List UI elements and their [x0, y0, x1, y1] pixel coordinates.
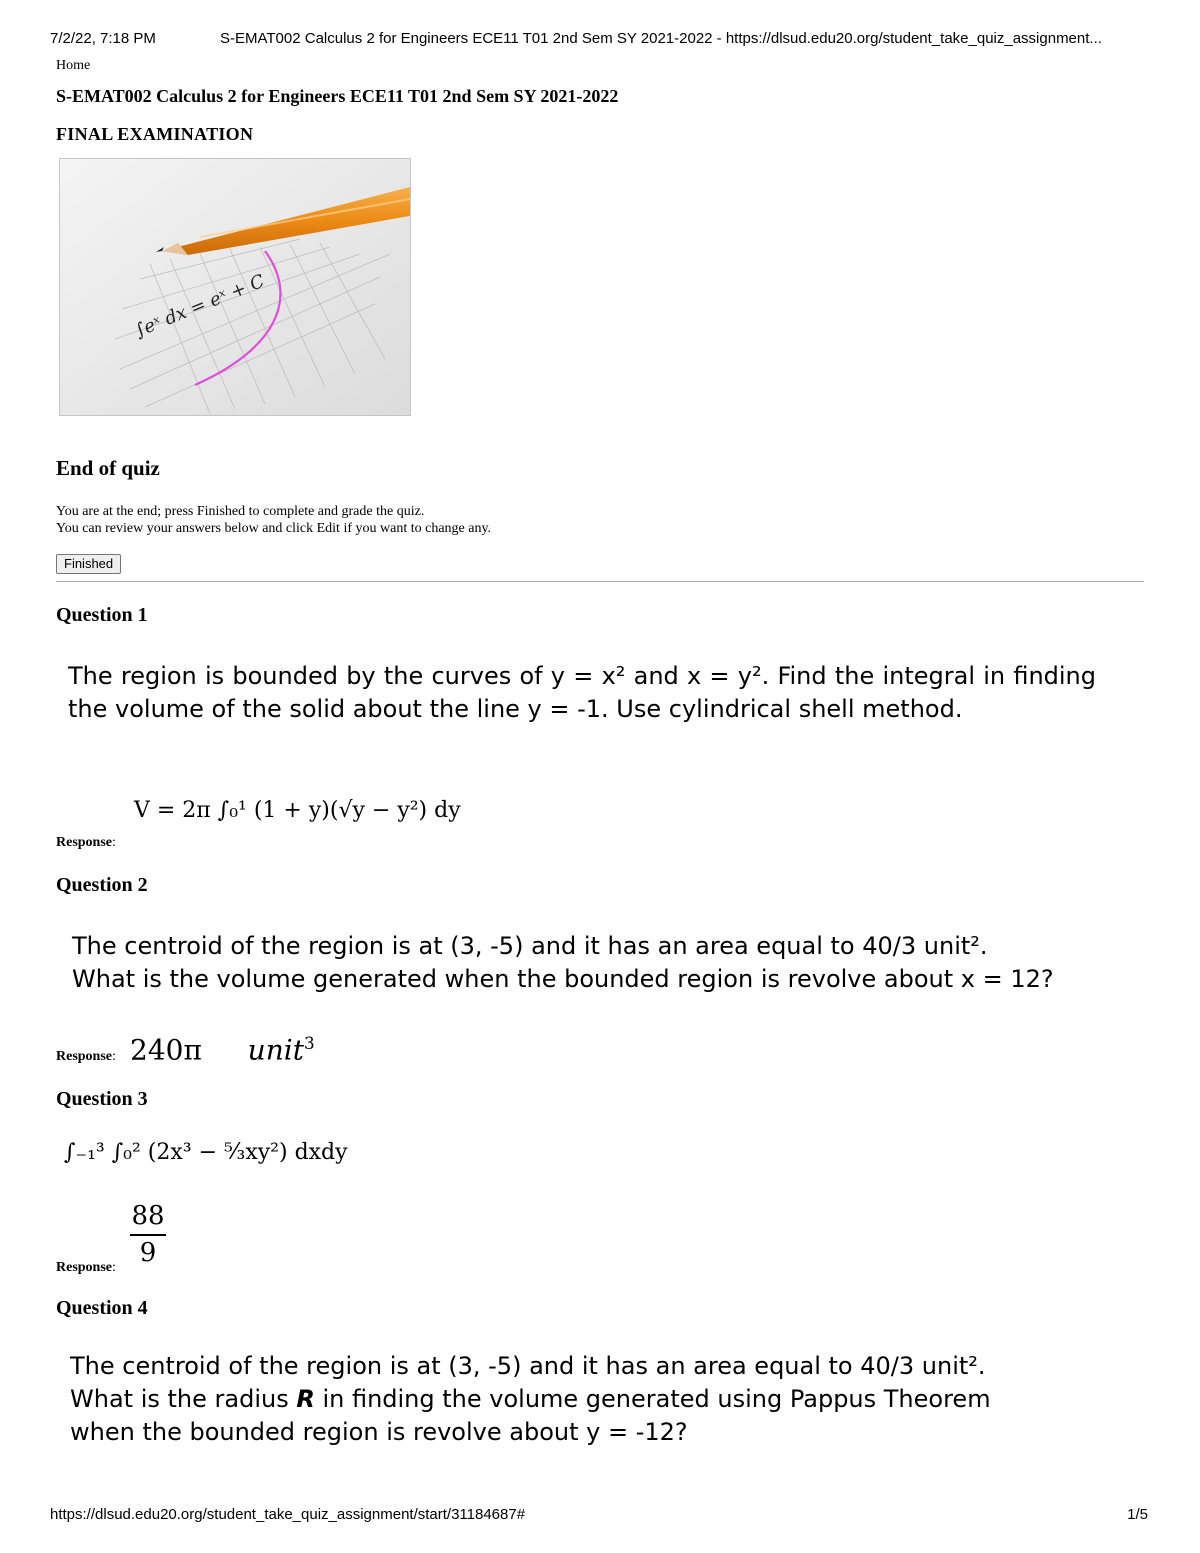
radius-symbol: R [296, 1385, 315, 1413]
divider [56, 581, 1144, 582]
print-page-number: 1/5 [1127, 1506, 1148, 1523]
exam-title: FINAL EXAMINATION [56, 124, 254, 144]
question-1-heading: Question 1 [56, 604, 148, 626]
pencil-calculus-banner-icon [60, 159, 410, 415]
question-4-text-line-2: What is the radius R in finding the volume generated using Pappus Theorem [70, 1385, 991, 1413]
question-1-response-equation: V = 2π ∫₀¹ (1 + y)(√y − y²) dy [134, 798, 461, 823]
question-4-heading: Question 4 [56, 1297, 148, 1319]
question-1-text: The region is bounded by the curves of y = x² and x = y². Find the integral in finding the volume of the solid about the line y = -1. Use cylindrical shell method. [68, 662, 1096, 723]
instruction-line-1: You are at the end; press Finished to complete and grade the quiz. [56, 504, 425, 519]
print-header [50, 30, 1148, 50]
print-datetime: 7/2/22, 7:18 PM [50, 30, 156, 47]
print-footer [50, 1506, 1148, 1526]
question-2-response-unit: unit [247, 1033, 304, 1067]
question-1-response-label: Response: [56, 835, 116, 850]
instruction-line-2: You can review your answers below and click Edit if you want to change any. [56, 521, 492, 536]
finished-button[interactable]: Finished [56, 554, 121, 574]
question-2-response-label: Response: [56, 1049, 116, 1064]
question-2-heading: Question 2 [56, 874, 148, 896]
question-4-text-line-1: The centroid of the region is at (3, -5) and it has an area equal to 40/3 unit². [70, 1352, 986, 1380]
print-url: https://dlsud.edu20.org/student_take_quiz_assignment/start/31184687# [50, 1506, 526, 1523]
question-2-response-unit-exp: 3 [303, 1033, 315, 1053]
question-2-text [72, 930, 1152, 996]
course-title: S-EMAT002 Calculus 2 for Engineers ECE11 T01 2nd Sem SY 2021-2022 [56, 86, 619, 106]
question-3-denominator: 9 [139, 1238, 157, 1268]
question-3-response-label: Response: [56, 1260, 116, 1275]
question-2-response-value: 240π [130, 1033, 202, 1067]
question-3-response-fraction [130, 1200, 166, 1268]
home-link[interactable]: Home [56, 58, 91, 73]
question-2-text-line-1: The centroid of the region is at (3, -5) and it has an area equal to 40/3 unit². [72, 932, 988, 960]
question-3-heading: Question 3 [56, 1088, 148, 1110]
end-of-quiz-heading: End of quiz [56, 456, 160, 480]
question-2-response [130, 1033, 315, 1066]
question-4-text [70, 1350, 1150, 1449]
end-of-quiz-instructions [56, 503, 491, 537]
question-4-text-line-3: when the bounded region is revolve about y = -12? [70, 1418, 688, 1446]
question-2-text-line-2: What is the volume generated when the bounded region is revolve about x = 12? [72, 965, 1054, 993]
banner-image [59, 158, 411, 416]
question-3-integral: ∫₋₁³ ∫₀² (2x³ − ⁵⁄₃xy²) dxdy [64, 1140, 348, 1165]
banner-formula: ∫eˣ dx = eˣ + C [132, 270, 268, 342]
print-page-title: S-EMAT002 Calculus 2 for Engineers ECE11 T01 2nd Sem SY 2021-2022 - https://dlsud.edu20.org/student_take_quiz_assignment... [220, 30, 1102, 47]
fraction-bar [130, 1234, 166, 1236]
question-3-numerator: 88 [131, 1201, 165, 1231]
